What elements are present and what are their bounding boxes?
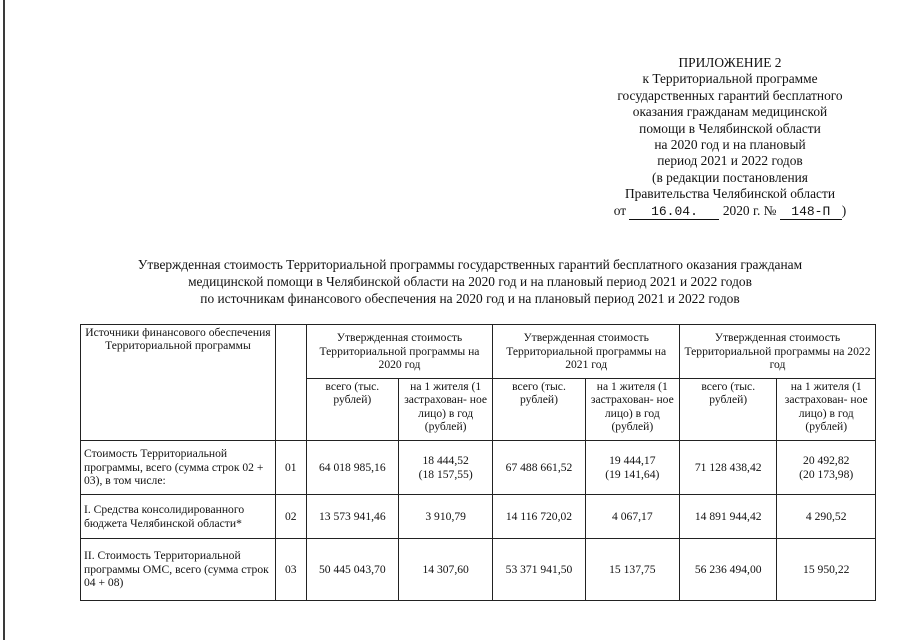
- total-cell: 56 236 494,00: [680, 539, 777, 601]
- total-cell: 13 573 941,46: [306, 495, 398, 539]
- row-label: I. Средства консолидированного бюджета Челябинской области*: [81, 495, 276, 539]
- heading-line: медицинской помощи в Челябинской области на 2020 год и на плановый период 2021 и 2022 годов: [188, 273, 752, 289]
- per-capita-cell: 15 137,75: [585, 539, 679, 601]
- appendix-line: период 2021 и 2022 годов: [657, 153, 803, 169]
- source-column-header: Источники финансового обеспечения Территориальной программы: [81, 325, 276, 441]
- heading-line: Утвержденная стоимость Территориальной программы государственных гарантий бесплатного оказания гражданам: [137, 257, 803, 272]
- total-subheader: всего (тыс. рублей): [680, 379, 777, 441]
- year-2020-header: Утвержденная стоимость Территориальной программы на 2020 год: [306, 325, 493, 379]
- appendix-line: на 2020 год и на плановый: [654, 137, 806, 153]
- per-capita-cell: 15 950,22: [777, 539, 876, 601]
- appendix-title: ПРИЛОЖЕНИЕ 2: [678, 55, 782, 70]
- row-code: 02: [275, 495, 306, 539]
- appendix-line: к Территориальной программе: [642, 71, 818, 87]
- from-prefix: от: [613, 202, 627, 218]
- scan-edge-line: [3, 0, 5, 640]
- per-capita-value: 20 492,82: [803, 454, 850, 468]
- resolution-number: 148-П: [780, 205, 842, 220]
- appendix-line: Правительства Челябинской области: [625, 186, 835, 202]
- closing-paren: ): [841, 202, 847, 218]
- per-insured-value: (18 157,55): [418, 467, 473, 481]
- per-insured-value: (20 173,98): [799, 467, 854, 481]
- per-capita-cell: 3 910,79: [398, 495, 492, 539]
- per-capita-cell: 4 290,52: [777, 495, 876, 539]
- resolution-year: 2020 г. №: [722, 202, 777, 218]
- total-cell: 53 371 941,50: [493, 539, 585, 601]
- per-capita-subheader: на 1 жителя (1 застрахован- ное лицо) в год (рублей): [777, 379, 876, 441]
- total-cell: 71 128 438,42: [680, 441, 777, 495]
- financing-table: [80, 324, 876, 601]
- total-cell: 14 116 720,02: [493, 495, 585, 539]
- table-row: [81, 441, 876, 495]
- table-row: [81, 495, 876, 539]
- resolution-date: 16.04.: [629, 205, 719, 220]
- appendix-block: [580, 55, 880, 220]
- total-cell: 64 018 985,16: [306, 441, 398, 495]
- resolution-reference: [580, 203, 880, 220]
- per-capita-cell: 4 067,17: [585, 495, 679, 539]
- per-capita-subheader: на 1 жителя (1 застрахован- ное лицо) в год (рублей): [398, 379, 492, 441]
- per-capita-value: 18 444,52: [422, 454, 469, 468]
- header-row: [81, 325, 876, 379]
- table-row: [81, 539, 876, 601]
- per-capita-subheader: на 1 жителя (1 застрахован- ное лицо) в год (рублей): [585, 379, 679, 441]
- per-capita-cell: 14 307,60: [398, 539, 492, 601]
- year-2021-header: Утвержденная стоимость Территориальной программы на 2021 год: [493, 325, 680, 379]
- document-heading: [60, 257, 880, 307]
- per-capita-cell: [585, 441, 679, 495]
- row-label: II. Стоимость Территориальной программы ОМС, всего (сумма строк 04 + 08): [81, 539, 276, 601]
- per-capita-cell: [777, 441, 876, 495]
- total-subheader: всего (тыс. рублей): [306, 379, 398, 441]
- appendix-line: государственных гарантий бесплатного: [617, 87, 843, 103]
- appendix-line: (в редакции постановления: [652, 169, 808, 185]
- code-column-header: [275, 325, 306, 441]
- year-2022-header: Утвержденная стоимость Территориальной программы на 2022 год: [680, 325, 876, 379]
- total-cell: 14 891 944,42: [680, 495, 777, 539]
- heading-line: по источникам финансового обеспечения на 2020 год и на плановый период 2021 и 2022 годов: [200, 290, 740, 306]
- total-cell: 67 488 661,52: [493, 441, 585, 495]
- per-capita-cell: [398, 441, 492, 495]
- total-subheader: всего (тыс. рублей): [493, 379, 585, 441]
- per-capita-value: 19 444,17: [609, 454, 656, 468]
- row-code: 03: [275, 539, 306, 601]
- row-code: 01: [275, 441, 306, 495]
- row-label: Стоимость Территориальной программы, всего (сумма строк 02 + 03), в том числе:: [81, 441, 276, 495]
- appendix-line: оказания гражданам медицинской: [632, 104, 828, 120]
- per-insured-value: (19 141,64): [605, 467, 660, 481]
- appendix-line: помощи в Челябинской области: [639, 120, 821, 136]
- total-cell: 50 445 043,70: [306, 539, 398, 601]
